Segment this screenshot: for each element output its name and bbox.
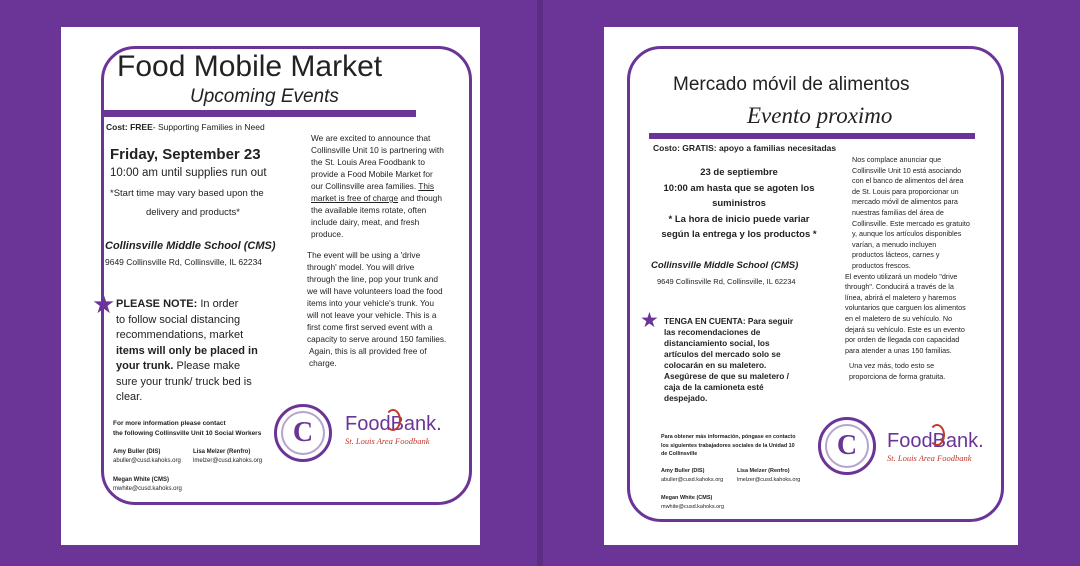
paragraph-line: dejará su vehículo. Este es un evento: [845, 324, 965, 334]
paragraph-line: Collinsville. Este mercado es gratuito: [852, 218, 970, 228]
start-note: * La hora de inicio puede variar: [668, 213, 810, 225]
paragraph-line: capacity to serve around 150 families.: [307, 334, 447, 344]
star-icon: ★: [640, 309, 659, 332]
title-underline: [649, 133, 975, 139]
contact-name: Megan White (CMS): [113, 477, 169, 483]
school-address: 9649 Collinsville Rd, Collinsville, IL 62234: [105, 257, 263, 267]
paragraph-line: first come first served event with a: [307, 322, 433, 332]
please-note-text: to follow social distancing: [116, 313, 241, 326]
event-date: 23 de septiembre: [700, 167, 778, 178]
foodbank-logo: [887, 430, 984, 463]
contact-heading: [113, 419, 261, 439]
start-note-1: *Start time may vary based upon the: [110, 188, 264, 199]
tenga-text: artículos del mercado solo se: [664, 349, 781, 359]
tenga-label: TENGA EN CUENTA:: [664, 316, 746, 326]
event-time: 10:00 am hasta que se agoten los: [663, 182, 815, 194]
school-address: 9649 Collinsville Rd, Collinsville, IL 62234: [657, 277, 796, 286]
contact-megan: [661, 494, 724, 512]
event-date: Friday, September 23: [110, 146, 261, 163]
please-note-text: clear.: [116, 391, 143, 403]
paragraph-line: proporciona de forma gratuita.: [849, 371, 946, 381]
paragraph-line: El evento utilizará un modelo "drive: [845, 271, 958, 281]
paragraph-line: varían, a menudo incluyen: [852, 239, 937, 249]
contact-name: Lisa Melzer (Renfro): [737, 468, 790, 474]
foodbank-name: FoodBank.: [345, 413, 442, 435]
tenga-en-cuenta: [664, 316, 814, 404]
contact-email[interactable]: mwhite@cusd.kahoks.org: [113, 486, 182, 492]
foodbank-subtitle: St. Louis Area Foodbank: [887, 453, 972, 463]
paragraph-line: the available items rotate, often: [311, 205, 427, 215]
center-divider: [537, 0, 543, 566]
paragraph-line: provide a Food Mobile Market for: [311, 169, 433, 179]
please-note-text: sure your trunk/ truck bed is: [116, 375, 252, 388]
paragraph-line: con el banco de alimentos del área: [852, 176, 964, 186]
paragraph-line: through". Conducirá a través de la: [845, 282, 954, 292]
paragraph-line: produce.: [311, 229, 344, 239]
title-underline: [102, 110, 416, 117]
contact-name: Megan White (CMS): [661, 495, 713, 501]
paragraph-line: de St. Louis para proporcionar un: [852, 186, 959, 196]
flyer-title: Mercado móvil de alimentos: [673, 74, 910, 95]
spanish-flyer: [604, 27, 1018, 545]
paragraph-line: items into your vehicle's trunk. You: [307, 298, 435, 308]
contact-email[interactable]: abuller@cusd.kahoks.org: [661, 477, 724, 483]
paragraph-line: Collinsville Unit 10 is partnering with: [311, 145, 444, 155]
paragraph-line: línea, abrirá el maletero y haremos: [845, 292, 957, 302]
foodbank-swoosh-icon: [385, 409, 401, 431]
please-note-text: your trunk.: [116, 360, 174, 372]
contact-email[interactable]: abuller@cusd.kahoks.org: [113, 458, 181, 464]
paragraph-line: We are excited to announce that: [311, 133, 431, 143]
please-note-label: PLEASE NOTE:: [116, 298, 198, 310]
collinsville-seal-icon: C: [274, 404, 332, 462]
paragraph-line: Collinsville Unit 10 está asociando: [852, 165, 962, 175]
paragraph-line: the St. Louis Area Foodbank to: [311, 157, 425, 167]
foodbank-name: FoodBank.: [887, 430, 984, 452]
flyer-subtitle: Upcoming Events: [190, 86, 339, 107]
paragraph-line: through the line, pop your trunk and: [307, 274, 438, 284]
tenga-text: Para seguir: [745, 316, 794, 326]
english-flyer: [61, 27, 480, 545]
free-reminder: [309, 345, 459, 369]
contact-line: de Collinsville: [661, 451, 698, 457]
cost-label: Cost: FREE: [106, 122, 153, 132]
contact-heading: [661, 433, 796, 459]
flyer-subtitle: Evento proximo: [747, 103, 893, 128]
contact-name: Amy Buller (DIS): [661, 468, 705, 474]
flyer-title: Food Mobile Market: [117, 50, 383, 83]
foodbank-logo: [345, 413, 442, 446]
please-note: [116, 297, 306, 406]
paragraph-line: por orden de llegada con capacidad: [845, 335, 960, 345]
paragraph-line: our Collinsville area families.: [311, 181, 419, 191]
tenga-text: caja de la camioneta esté: [664, 382, 764, 392]
contact-amy: [661, 467, 723, 485]
paragraph-line: we will have volunteers load the food: [307, 286, 443, 296]
contact-email[interactable]: lmelzer@cusd.kahoks.org: [737, 477, 801, 483]
free-highlight: market is free of charge: [311, 193, 399, 203]
contact-name: Amy Buller (DIS): [113, 449, 161, 455]
cost-line: [106, 122, 265, 132]
contact-name: Lisa Melzer (Renfro): [193, 449, 251, 455]
paragraph-line: The event will be using a 'drive: [307, 250, 421, 260]
paragraph-line: mercado móvil de alimentos para: [852, 197, 958, 207]
paragraph-line: Again, this is all provided free of: [309, 346, 427, 356]
contact-email[interactable]: lmelzer@cusd.kahoks.org: [193, 458, 263, 464]
paragraph-line: y, aunque los artículos disponibles: [852, 229, 962, 239]
cost-line: Costo: GRATIS: apoyo a familias necesitadas: [653, 143, 837, 153]
foodbank-subtitle: St. Louis Area Foodbank: [345, 436, 430, 446]
paragraph-line: charge.: [309, 358, 337, 368]
paragraph-line: and though: [398, 193, 442, 203]
cost-text: - Supporting Families in Need: [152, 122, 265, 132]
announcement-paragraph: [311, 132, 461, 240]
event-info: [639, 165, 839, 243]
tenga-text: colocarán en su maletero.: [664, 360, 767, 370]
tenga-text: las recomendaciones de: [664, 327, 761, 337]
foodbank-swoosh-icon: [929, 424, 945, 446]
event-time: suministros: [712, 198, 766, 209]
paragraph-line: Una vez más, todo esto se: [849, 361, 935, 371]
event-time: 10:00 am until supplies run out: [110, 167, 267, 179]
contact-amy: [113, 448, 181, 466]
contact-line: Para obtener más información, póngase en contacto: [661, 434, 796, 440]
paragraph-line: include dairy, meat, and fresh: [311, 217, 420, 227]
free-highlight: This: [418, 181, 434, 191]
paragraph-line: voluntarios que carguen los alimentos: [845, 303, 966, 313]
school-name: Collinsville Middle School (CMS): [651, 260, 799, 271]
please-note-text: Please make: [173, 360, 241, 372]
paragraph-line: will not leave your vehicle. This is a: [307, 310, 437, 320]
contact-email[interactable]: mwhite@cusd.kahoks.org: [661, 504, 725, 510]
paragraph-line: en el maletero de su vehículo. No: [845, 313, 953, 323]
start-note: según la entrega y los productos *: [661, 229, 817, 240]
contact-megan: [113, 476, 182, 494]
paragraph-line: nuestras familias del área de: [852, 207, 944, 217]
paragraph-line: productos frescos.: [852, 260, 911, 270]
paragraph-line: para atender a unas 150 familias.: [845, 345, 952, 355]
please-note-text: In order: [197, 298, 239, 310]
contact-line: los siguientes trabajadores sociales de la Unidad 10: [661, 442, 795, 449]
tenga-text: despejado.: [664, 393, 708, 403]
tenga-text: distanciamiento social, los: [664, 338, 770, 348]
contact-line: the following Collinsville Unit 10 Social Workers: [113, 430, 262, 437]
contact-lisa: [193, 448, 262, 466]
paragraph-line: productos lácteos, carnes y: [852, 250, 940, 260]
please-note-text: items will only be placed in: [116, 344, 258, 357]
paragraph-line: Nos complace anunciar que: [852, 155, 942, 164]
collinsville-seal-icon: C: [818, 417, 876, 475]
school-name: Collinsville Middle School (CMS): [105, 240, 276, 252]
star-icon: ★: [92, 289, 116, 319]
tenga-text: Asegúrese de que su maletero /: [664, 371, 789, 381]
please-note-text: recommendations, market: [116, 329, 244, 341]
contact-line: For more information please contact: [113, 420, 226, 427]
drive-through-paragraph: [307, 249, 467, 345]
contact-lisa: [737, 467, 800, 485]
paragraph-line: through' model. You will drive: [307, 262, 415, 272]
spanish-announcement: [845, 155, 1010, 382]
start-note-2: delivery and products*: [146, 207, 240, 218]
